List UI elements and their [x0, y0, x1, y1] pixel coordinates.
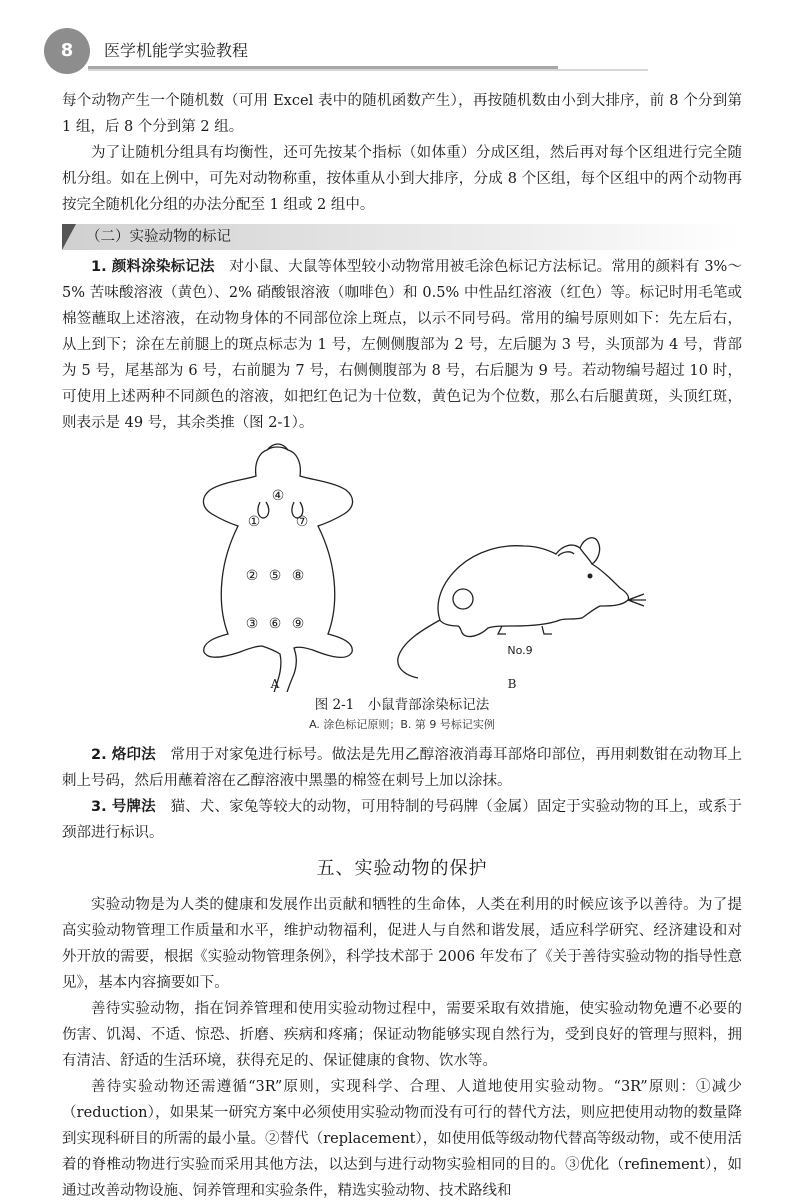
mark-back: ⑤: [268, 568, 282, 584]
mark-right-foreleg: ⑦: [295, 514, 309, 530]
panel-label-a: A: [270, 677, 280, 691]
paragraph: [62, 742, 742, 794]
mouse-eye: [588, 574, 593, 579]
paragraph: [62, 254, 742, 436]
mark-tail-base: ⑥: [268, 616, 282, 632]
section-heading: [62, 224, 742, 250]
mark-right-flank: ⑧: [291, 568, 305, 584]
paragraph: 每个动物产生一个随机数（可用 Excel 表中的随机函数产生），再按随机数由小到大排序，前 8 个分到第 1 组，后 8 个分到第 2 组。: [62, 93, 742, 135]
panel-label-b: B: [507, 677, 517, 691]
page-header: [0, 0, 800, 80]
running-title: 医学机能学实验教程: [104, 41, 249, 60]
item-title: 1. 颜料涂染标记法: [91, 259, 215, 275]
page-body: [62, 88, 742, 1204]
mouse-figure: [62, 442, 742, 692]
paragraph: 善待实验动物还需遵循“3R”原则，实现科学、合理、人道地使用实验动物。“3R”原则：①减少（reduction），如果某一研究方案中必须使用实验动物而没有可行的替代方法，则应把使用动物的数量降到实现科研目的所需的最小量。②替代（replacement），如使用低等级动物代替高等级动物，或不使用活着的脊椎动物进行实验而采用其他方法，以达到与进行动物实验相同的目的。③优化（refinement），如通过改善动物设施、饲养管理和实验条件，精选实验动物、技术路线和: [62, 1079, 742, 1199]
section-title: （二）实验动物的标记: [86, 229, 231, 245]
paragraph: 实验动物是为人类的健康和发展作出贡献和牺牲的生命体，人类在利用的时候应该予以善待。为了提高实验动物管理工作质量和水平，维护动物福利，促进人与自然和谐发展，适应科学研究、经济建设和对外开放的需要，根据《实验动物管理条例》，科学技术部于 2006 年发布了《关于善待实验动物的指导性意见》，基本内容摘要如下。: [62, 897, 742, 991]
mark-right-hindleg: ⑨: [291, 616, 305, 632]
page-number: 8: [44, 28, 90, 74]
mark-left-foreleg: ①: [247, 514, 261, 530]
figure-subcaption: A. 涂色标记原则；B. 第 9 号标记实例: [309, 718, 495, 731]
figure-2-1: [62, 436, 742, 742]
figure-caption: 图 2-1 小鼠背部涂染标记法: [314, 697, 490, 713]
item-title: 3. 号牌法: [91, 799, 156, 815]
item-title: 2. 烙印法: [91, 747, 156, 763]
header-rule-light: [88, 69, 648, 71]
mouse-number-label: No.9: [507, 644, 533, 657]
chapter-heading: 五、实验动物的保护: [316, 858, 488, 879]
paragraph: 为了让随机分组具有均衡性，还可先按某个指标（如体重）分成区组，然后再对每个区组进行完全随机分组。如在上例中，可先对动物称重，按体重从小到大排序，分成 8 个区组，每个区组中的两个动物再按完全随机化分组的办法分配至 1 组或 2 组中。: [62, 145, 742, 213]
item-text: 常用于对家兔进行标号。做法是先用乙醇溶液消毒耳部烙印部位，再用刺数钳在动物耳上刺上号码，然后用蘸着溶在乙醇溶液中黑墨的棉签在刺号上加以涂抹。: [62, 747, 743, 789]
heading-marker-icon: [62, 224, 76, 250]
mark-right-hindleg-spot: [453, 589, 473, 609]
paragraph: [62, 794, 742, 846]
mark-left-hindleg: ③: [245, 616, 259, 632]
mark-head: ④: [271, 488, 285, 504]
item-text: 猫、犬、家兔等较大的动物，可用特制的号码牌（金属）固定于实验动物的耳上，或系于颈部进行标识。: [62, 799, 743, 841]
item-text: 对小鼠、大鼠等体型较小动物常用被毛涂色标记方法标记。常用的颜料有 3%～5% 苦味酸溶液（黄色）、2% 硝酸银溶液（咖啡色）和 0.5% 中性品红溶液（红色）等。标记时用毛笔或棉签蘸取上述溶液，在动物身体的不同部位涂上斑点，以示不同号码。常用的编号原则如下：先左后右，从上到下；涂在左前腿上的斑点标志为 1 号，左侧侧腹部为 2 号，左后腿为 3 号，头顶部为 4 号，背部为 5 号，尾基部为 6 号，右前腿为 7 号，右侧侧腹部为 8 号，右后腿为 9 号。若动物编号超过 10 时，可使用上述两种不同颜色的溶液，如把红色记为十位数，黄色记为个位数，那么右后腿黄斑，头顶红斑，则表示是 49 号，其余类推（图 2-1）。: [62, 259, 743, 431]
paragraph: 善待实验动物，指在饲养管理和使用实验动物过程中，需要采取有效措施，使实验动物免遭不必要的伤害、饥渴、不适、惊恐、折磨、疾病和疼痛；保证动物能够实现自然行为，受到良好的管理与照料，拥有清洁、舒适的生活环境，获得充足的、保证健康的食物、饮水等。: [62, 1001, 742, 1069]
mark-left-flank: ②: [245, 568, 259, 584]
